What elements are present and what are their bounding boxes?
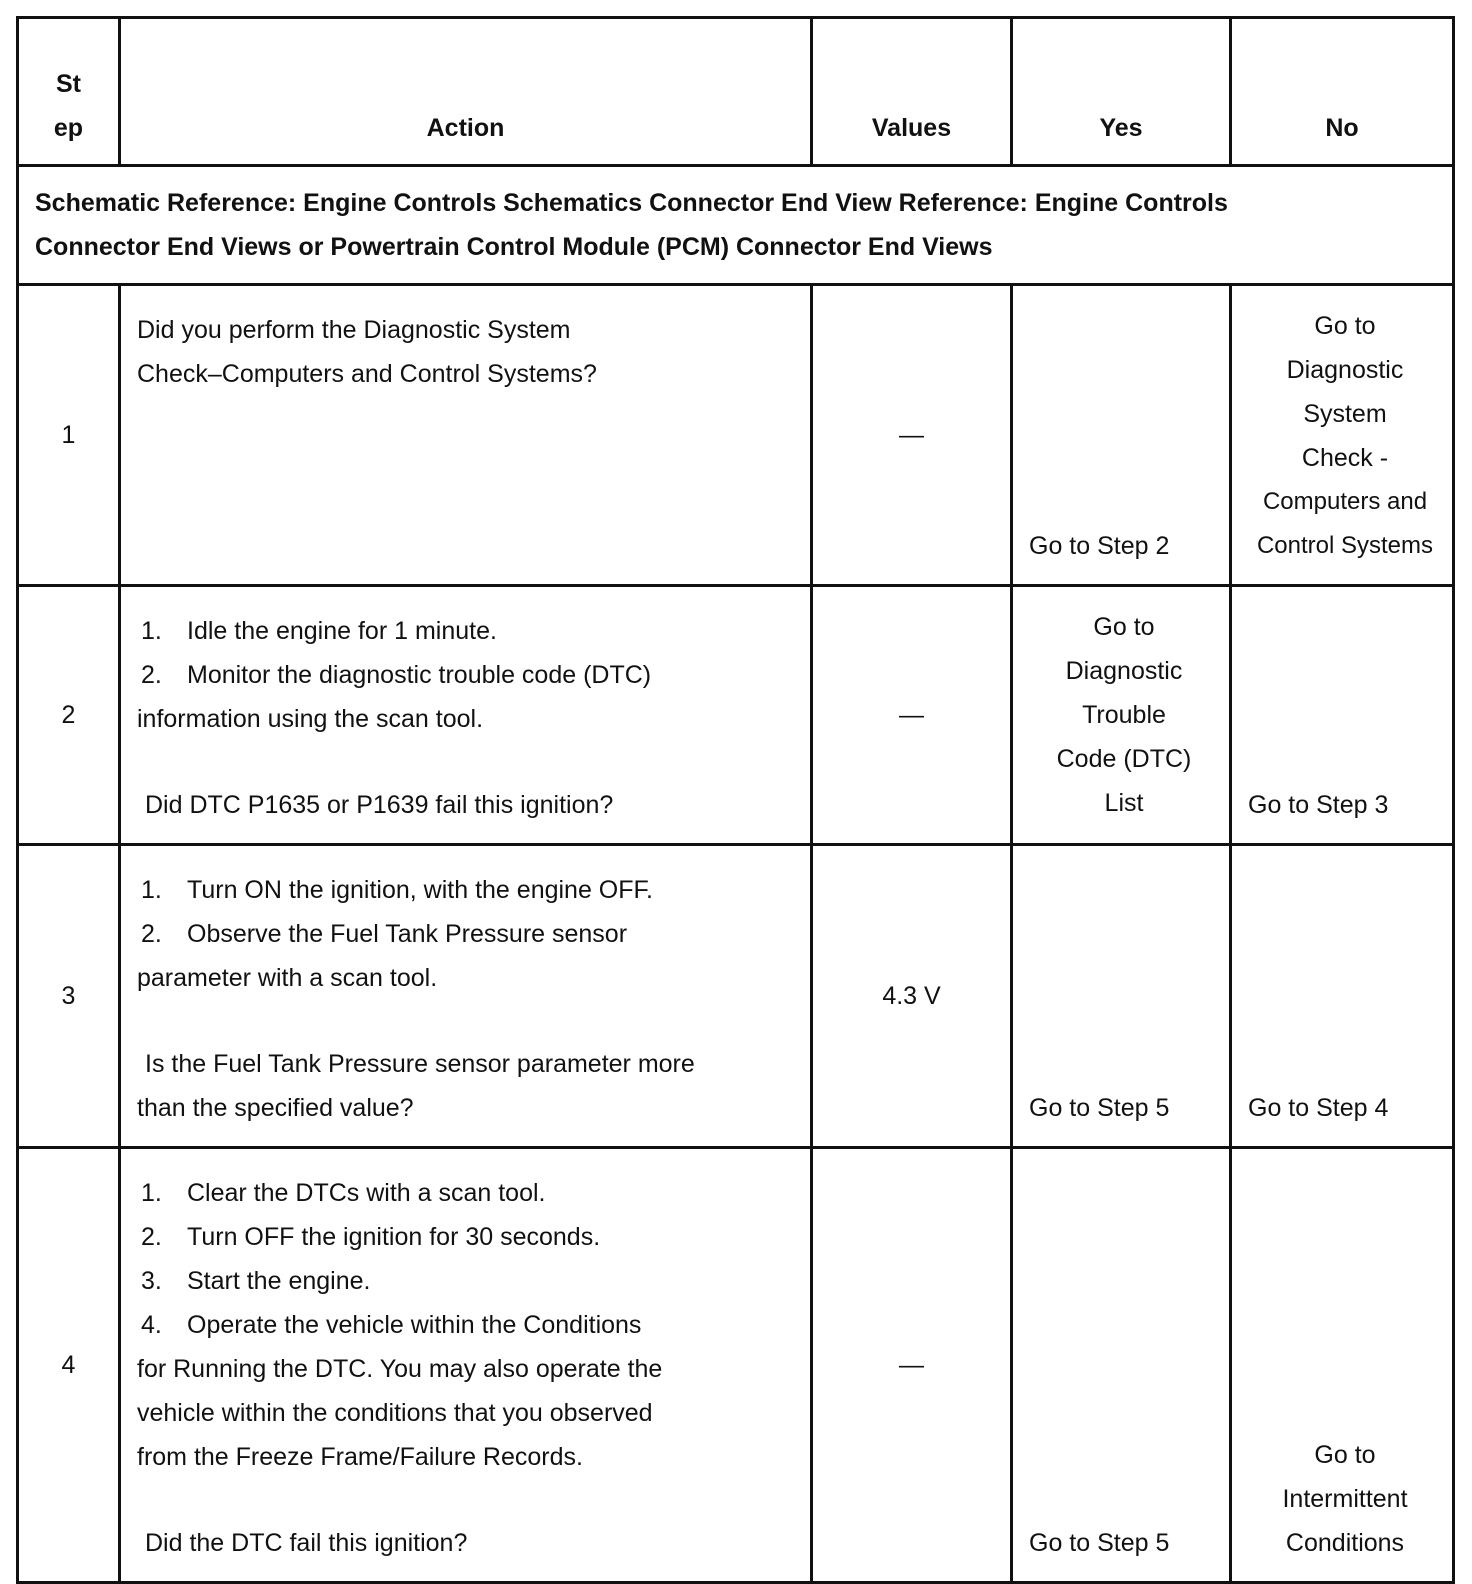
action-cell: 1. Turn ON the ignition, with the engine OFF. 2. Observe the Fuel Tank Pressure sensor parameter with a scan tool. Is the Fuel Tank Pressure sensor parameter more than the specified value? [120,845,812,1148]
table-row [18,1148,1454,1583]
action-cell: 1. Clear the DTCs with a scan tool. 2. Turn OFF the ignition for 30 seconds. 3. Start the engine. 4. Operate the vehicle within the Conditions for Running the DTC. You may also operate the vehicle within the conditions that you observed from the Freeze Frame/Failure Records. Did the DTC fail this ignition? [120,1148,812,1583]
values-header: Values [812,18,1012,166]
step-number: 4 [18,1148,120,1583]
step-number: 1 [18,285,120,586]
action-cell: 1. Idle the engine for 1 minute. 2. Monitor the diagnostic trouble code (DTC) information using the scan tool. Did DTC P1635 or P1639 fail this ignition? [120,586,812,845]
action-header: Action [120,18,812,166]
no-cell[interactable]: Go to Intermittent Conditions [1231,1148,1454,1583]
no-header: No [1231,18,1454,166]
step-number: 3 [18,845,120,1148]
action-cell: Did you perform the Diagnostic System Check–Computers and Control Systems? [120,285,812,586]
no-cell[interactable]: Go to Step 3 [1231,586,1454,845]
value-cell: — [812,285,1012,586]
table-row [18,845,1454,1148]
yes-header: Yes [1012,18,1231,166]
value-cell: — [812,1148,1012,1583]
table-row [18,285,1454,586]
yes-cell[interactable]: Go to Step 2 [1012,285,1231,586]
step-number: 2 [18,586,120,845]
value-cell: — [812,586,1012,845]
yes-cell[interactable]: Go to Step 5 [1012,845,1231,1148]
reference-row [18,166,1454,285]
table-row [18,586,1454,845]
diagnostic-table [16,16,1455,1584]
value-cell: 4.3 V [812,845,1012,1148]
no-cell[interactable]: Go to Step 4 [1231,845,1454,1148]
yes-cell[interactable]: Go to Step 5 [1012,1148,1231,1583]
schematic-reference: Schematic Reference: Engine Controls Schematics Connector End View Reference: Engine Controls Connector End Views or Powertrain Control Module (PCM) Connector End Views [18,166,1454,285]
no-cell[interactable]: Go to Diagnostic System Check - Computers and Control Systems [1231,285,1454,586]
header-row [18,18,1454,166]
step-header: St ep [18,18,120,166]
yes-cell[interactable]: Go to Diagnostic Trouble Code (DTC) List [1012,586,1231,845]
